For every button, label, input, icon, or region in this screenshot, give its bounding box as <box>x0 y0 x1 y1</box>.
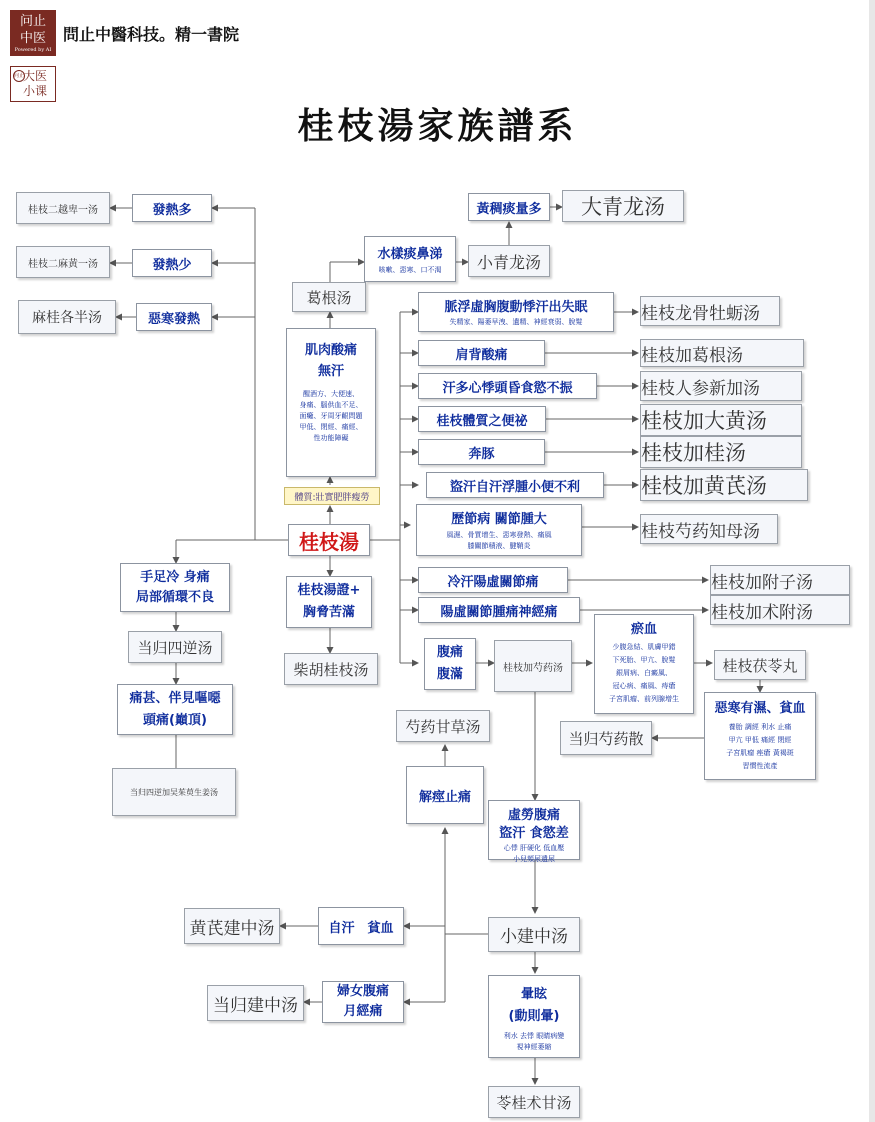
symptom-label: 自汗 貧血 <box>328 920 394 936</box>
symptom-detail: 養胎 調經 利水 止痛 甲亢 甲低 痛經 閉經 子宮肌瘤 痤瘡 黃褐斑 習慣性流產 <box>726 723 794 770</box>
symptom-ji-rou <box>286 328 376 477</box>
logo-caption: Powered by AI <box>14 47 52 53</box>
symptom-fu-nv <box>322 981 404 1023</box>
formula-label: 芍药甘草汤 <box>405 717 481 736</box>
symptom-label: 水樣痰鼻涕 <box>377 246 443 262</box>
symptom-detail: 風濕、骨質增生、惡寒發熱、痛風 膝關節積液、腱鞘炎 <box>446 531 552 550</box>
symptom-label: 暈眩 (動則暈) <box>508 987 560 1024</box>
formula-label: 桂枝二越卑一汤 <box>28 204 98 216</box>
symptom-row-5 <box>418 439 545 465</box>
formula-row-4 <box>640 404 802 436</box>
symptom-row-7 <box>416 504 582 556</box>
formula-row-7 <box>640 514 778 544</box>
symptom-row-1 <box>418 292 614 332</box>
formula-label: 黄芪建中汤 <box>189 918 275 939</box>
symptom-fa-re-shao <box>132 249 212 277</box>
formula-ling-gui <box>488 1086 580 1118</box>
symptom-shou-zu <box>120 563 230 612</box>
formula-shao-yao <box>494 640 572 692</box>
formula-chai-hu <box>284 653 378 685</box>
page-title: 桂枝湯家族譜系 <box>297 105 578 147</box>
symptom-detail: 失精家、陽萎早洩、遺精、神經衰弱、脫髮 <box>449 318 583 326</box>
formula-row-9 <box>710 595 850 625</box>
formula-label: 桂枝二麻黄一汤 <box>28 258 98 270</box>
symptom-label: 脈浮虛胸腹動悸汗出失眠 <box>444 300 588 315</box>
symptom-detail: 少腹急結、肌膚甲錯 下死胎、甲亢、脫髮 銀屑病、白癜風、 冠心病、痛風、痔瘡 子宮肌瘤、前列腺增生 <box>609 643 679 703</box>
formula-fa-re-duo <box>16 192 110 224</box>
formula-label: 麻桂各半汤 <box>32 310 102 326</box>
symptom-label: 解痙止痛 <box>418 789 471 805</box>
symptom-e-han <box>136 303 212 331</box>
symptom-yun-xuan <box>488 975 580 1058</box>
formula-row-8 <box>710 565 850 595</box>
symptom-label: 發熱少 <box>152 257 192 273</box>
symptom-label: 虛勞腹痛 <box>507 808 560 823</box>
symptom-detail: 醒酒方、大便速、 身痛、腦供血不足、 面癱、牙周牙齦問題 甲低、閉經、痛經、 性功能障礙 <box>299 390 363 442</box>
symptom-label: 奔豚 <box>468 446 495 462</box>
symptom-xiong-man <box>286 576 372 628</box>
formula-label: 桂枝加大黄汤 <box>641 409 767 433</box>
formula-dang-gui-jian <box>207 985 304 1021</box>
formula-label: 葛根汤 <box>306 288 352 307</box>
symptom-label: 桂枝湯證+ 胸脅苦滿 <box>297 583 361 620</box>
formula-label: 桂枝龙骨牡蛎汤 <box>641 303 760 324</box>
formula-e-han <box>18 300 116 334</box>
formula-fa-re-shao <box>16 246 110 278</box>
symptom-label: 冷汗陽虛關節痛 <box>447 574 539 590</box>
symptom-label: 肩背酸痛 <box>455 347 508 363</box>
daiyi-logo <box>10 66 56 102</box>
symptom-label: 肌肉酸痛 <box>304 343 357 358</box>
formula-label: 桂枝加黄芪汤 <box>641 474 767 498</box>
symptom-xu-lao <box>488 800 580 863</box>
symptom-row-2 <box>418 340 545 366</box>
formula-label: 柴胡桂枝汤 <box>293 660 369 679</box>
body-type-note <box>284 487 380 505</box>
formula-row-6 <box>640 469 808 501</box>
formula-label: 大青龙汤 <box>581 195 665 219</box>
formula-label: 桂枝加桂汤 <box>641 441 746 465</box>
symptom-label: 惡寒發熱 <box>147 311 200 327</box>
symptom-detail: 利水 去悸 眼睛病變 視神經萎縮 <box>503 1032 565 1051</box>
formula-dang-gui-si-ni <box>128 631 222 663</box>
symptom-label: 發熱多 <box>152 202 192 218</box>
formula-label: 当归四逆加吴茱萸生姜汤 <box>130 787 218 797</box>
symptom-row-6 <box>426 472 604 498</box>
symptom-label: 惡寒有濕、貧血 <box>714 701 806 716</box>
symptom-label: 桂枝體質之便祕 <box>436 413 528 429</box>
symptom-e-han-shi <box>704 692 816 780</box>
symptom-sublabel: 盜汗 食慾差 <box>499 826 569 841</box>
symptom-label: 歷節病 關節腫大 <box>451 512 547 527</box>
center-label: 桂枝湯 <box>299 529 359 554</box>
formula-label: 桂枝加附子汤 <box>711 572 813 593</box>
symptom-label: 盜汗自汗浮腫小便不利 <box>449 479 580 495</box>
formula-label: 桂枝加葛根汤 <box>641 345 743 366</box>
symptom-jie-jing <box>406 766 484 824</box>
formula-dang-gui-si-ni-wu <box>112 768 236 816</box>
symptom-label: 腹痛 腹滿 <box>436 645 463 682</box>
symptom-row-9 <box>418 597 580 623</box>
formula-label: 桂枝加芍药汤 <box>503 662 563 674</box>
symptom-row-8 <box>418 567 568 593</box>
formula-label: 当归芍药散 <box>568 729 644 748</box>
seal-icon: 问止 <box>13 70 25 82</box>
body-type-label: 體質:壯實肥胖瘦勞 <box>294 492 370 503</box>
symptom-shui-yang <box>364 236 456 282</box>
formula-row-2 <box>640 339 804 367</box>
formula-xiao-jian-zhong <box>488 917 580 952</box>
formula-label: 桂枝茯苓丸 <box>722 656 798 675</box>
formula-dang-gui-shao-yao <box>560 721 652 755</box>
brand-name: 問止中醫科技。精一書院 <box>63 25 240 44</box>
formula-label: 当归建中汤 <box>213 995 298 1016</box>
symptom-label: 婦女腹痛 月經痛 <box>336 984 389 1019</box>
symptom-huang-chou <box>468 193 550 221</box>
formula-label: 当归四逆汤 <box>137 638 213 657</box>
symptom-sublabel: 無汗 <box>317 364 344 379</box>
formula-row-1 <box>640 296 780 326</box>
logo-text: 问止 中医 <box>19 14 46 46</box>
symptom-detail: 咳嗽、惡寒、口不渴 <box>378 265 442 274</box>
formula-fu-ling <box>714 650 806 680</box>
formula-label: 苓桂术甘汤 <box>496 1093 572 1112</box>
formula-row-5 <box>640 436 802 468</box>
formula-label: 桂枝人参新加汤 <box>641 378 760 399</box>
formula-xiao-qing-long <box>468 245 550 277</box>
symptom-label: 汗多心悸頭昏食慾不振 <box>442 380 573 396</box>
formula-row-3 <box>640 371 802 401</box>
formula-ge-gen <box>292 282 366 312</box>
symptom-tong-shen <box>117 684 233 735</box>
formula-label: 桂枝加术附汤 <box>711 602 813 623</box>
wenzhi-logo <box>10 10 56 56</box>
symptom-label: 黃稠痰量多 <box>476 201 542 217</box>
symptom-label: 痛甚、伴見嘔噁 頭痛(巔頂) <box>129 690 221 728</box>
symptom-label: 手足冷 身痛 局部循環不良 <box>135 569 214 605</box>
formula-shao-yao-gan-cao <box>396 710 490 742</box>
formula-label: 小青龙汤 <box>476 252 541 272</box>
formula-label: 小建中汤 <box>500 927 568 947</box>
symptom-fa-re-duo <box>132 194 212 222</box>
logo2-text: 大医 小课 <box>23 69 48 98</box>
center-node <box>288 524 370 556</box>
symptom-detail: 心悸 肝硬化 低血壓 小兒頻尿遺尿 <box>503 844 565 863</box>
formula-da-qing-long <box>562 190 684 222</box>
formula-label: 桂枝芍药知母汤 <box>641 521 760 542</box>
symptom-row-4 <box>418 406 546 432</box>
symptom-row-3 <box>418 373 597 399</box>
formula-huang-qi-jian <box>184 908 280 944</box>
symptom-fu-tong <box>424 638 476 690</box>
symptom-label: 陽虛關節腫痛神經痛 <box>440 604 558 620</box>
symptom-label: 瘀血 <box>630 622 657 637</box>
symptom-zi-han <box>318 907 404 945</box>
symptom-yu-xue <box>594 614 694 714</box>
